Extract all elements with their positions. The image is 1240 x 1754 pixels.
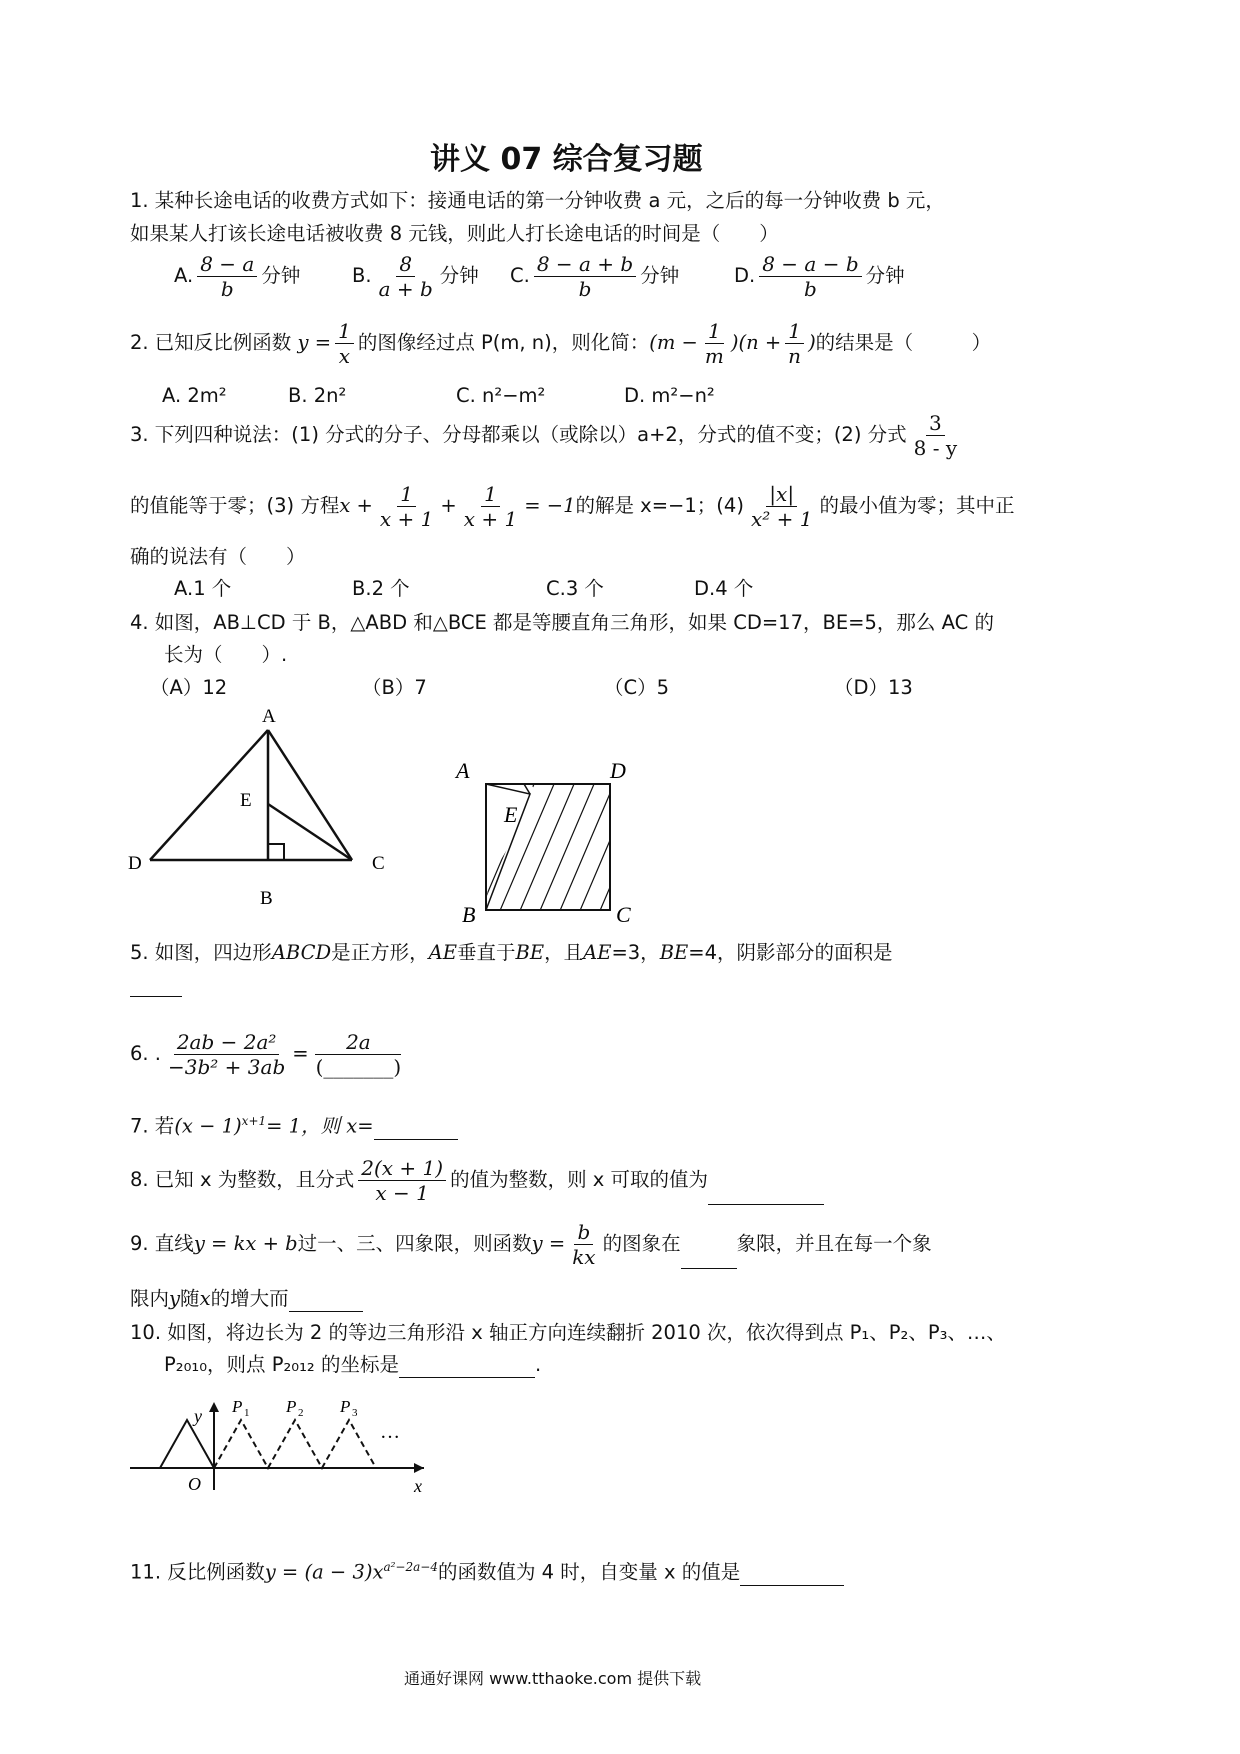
q3-option-c: C.3 个	[546, 577, 604, 600]
q10-answer-blank[interactable]	[399, 1357, 535, 1378]
q9-answer-blank-1[interactable]	[681, 1248, 737, 1269]
fig3-sub-1: 1	[244, 1407, 250, 1419]
q1-line1: 1. 某种长途电话的收费方式如下：接通电话的第一分钟收费 a 元，之后的每一分钟收费 b 元，	[130, 189, 945, 212]
q9-line2: 限内y随x的增大而	[130, 1286, 363, 1312]
q1-option-d: D. $\frac{8 - a - b}{b}$ 分钟	[734, 252, 905, 301]
fig3-sub-2: 2	[298, 1407, 304, 1419]
q9-answer-blank-2[interactable]	[289, 1291, 363, 1312]
q10-line1: 10. 如图，将边长为 2 的等边三角形沿 x 轴正方向连续翻折 2010 次，依次得到点 P₁、P₂、P₃、…、	[130, 1321, 1006, 1344]
q4-option-d: （D）13	[834, 676, 913, 699]
q4-option-c: （C）5	[604, 676, 670, 699]
fig1-label-d: D	[128, 853, 142, 874]
q2-option-d: D. m²−n²	[624, 384, 715, 407]
fig3-label-p3: P	[340, 1397, 351, 1416]
q9-line1: 9. 直线y = kx + b过一、三、四象限，则函数y = $\frac{b}{kx}$ 的图象在 象限，并且在每一个象	[130, 1220, 932, 1269]
fig3-sub-3: 3	[352, 1407, 358, 1419]
square-figure	[450, 750, 650, 930]
fig1-label-e: E	[240, 790, 252, 811]
fig3-label-o: O	[188, 1474, 201, 1494]
fig2-label-e: E	[504, 802, 518, 827]
q8-answer-blank[interactable]	[708, 1184, 824, 1205]
folding-triangle-figure	[124, 1390, 444, 1520]
q5-question: 5. 如图，四边形ABCD是正方形，AE垂直于BE，且AE=3，BE=4，阴影部分的面积是	[130, 941, 893, 964]
fig3-label-y: y	[194, 1406, 202, 1426]
q1-option-a: A. $\frac{8 - a}{b}$ 分钟	[174, 252, 301, 301]
fig2-label-d: D	[610, 758, 626, 783]
q10-line2: P₂₀₁₀，则点 P₂₀₁₂ 的坐标是 .	[164, 1353, 542, 1376]
fig2-label-c: C	[616, 902, 631, 927]
fig1-label-b: B	[260, 888, 273, 909]
fig1-label-a: A	[262, 706, 276, 727]
q2-option-b: B. 2n²	[288, 384, 347, 407]
q3-line1: 3. 下列四种说法：(1) 分式的分子、分母都乘以（或除以）a+2，分式的值不变；(2) 分式 $\frac{3}{8 - y}$	[130, 411, 958, 460]
q3-option-a: A.1 个	[174, 577, 232, 600]
q2-option-a: A. 2m²	[162, 384, 227, 407]
q11-question: 11. 反比例函数$y = (a - 3)x^{a^2-2a-4}$的函数值为 4 时，自变量 x 的值是	[130, 1554, 844, 1586]
q2-option-c: C. n²−m²	[456, 384, 546, 407]
fig2-label-a: A	[456, 758, 470, 783]
fig3-label-x: x	[414, 1476, 422, 1496]
fig3-label-p2: P	[286, 1397, 297, 1416]
fig2-label-b: B	[462, 902, 476, 927]
q4-option-b: （B）7	[362, 676, 427, 699]
triangle-figure	[120, 700, 410, 920]
q7-answer-blank[interactable]	[374, 1119, 458, 1140]
q1-option-c: C. $\frac{8 - a + b}{b}$ 分钟	[510, 252, 680, 301]
q3-line2: 的值能等于零；(3) 方程x + $\frac{1}{x + 1}$ + $\frac{1}{x + 1}$ = −1的解是 x=−1；(4) $\frac{|x|}{\text{x² + 1}}$ 的最小值为零；其中正	[130, 482, 1015, 531]
page-footer: 通通好课网 www.tthaoke.com 提供下载	[404, 1669, 702, 1688]
q4-line1: 4. 如图，AB⊥CD 于 B，△ABD 和△BCE 都是等腰直角三角形，如果 CD=17，BE=5，那么 AC 的	[130, 611, 994, 634]
fig3-ellipsis: …	[380, 1421, 400, 1443]
q11-answer-blank[interactable]	[740, 1565, 844, 1586]
q1-line2: 如果某人打该长途电话被收费 8 元钱，则此人打长途电话的时间是（ ）	[130, 222, 779, 245]
q2-question: 2. 已知反比例函数 y = $\frac{1}{x}$ 的图像经过点 P(m, n)，则化简：(m − $\frac{1}{m}$ )(n + $\frac{1}{n}$ )的结果是（ ）	[130, 319, 992, 368]
q1-option-b: B. $\frac{8}{a + b}$ 分钟	[352, 252, 479, 301]
q4-option-a: （A）12	[150, 676, 228, 699]
q4-line2: 长为（ ）.	[164, 643, 288, 666]
q3-option-b: B.2 个	[352, 577, 410, 600]
page-title: 讲义 07 综合复习题	[430, 142, 703, 177]
q7-question: 7. 若$(x - 1)^{x+1}= 1$，则 x=	[130, 1108, 458, 1140]
q3-option-d: D.4 个	[694, 577, 754, 600]
q5-answer-blank[interactable]	[130, 976, 182, 997]
q3-line3: 确的说法有（ ）	[130, 545, 306, 568]
fig1-label-c: C	[372, 853, 385, 874]
fig3-label-p1: P	[232, 1397, 243, 1416]
q6-question: 6. . $\frac{\text{2ab − 2a²}}{\text{−3b² + 3ab}}$ = $\frac{2a}{(\_\_\_\_\_\_\_)}$	[130, 1030, 402, 1079]
q8-question: 8. 已知 x 为整数，且分式 $\frac{2(x + 1)}{x - 1}$ 的值为整数，则 x 可取的值为	[130, 1156, 824, 1205]
